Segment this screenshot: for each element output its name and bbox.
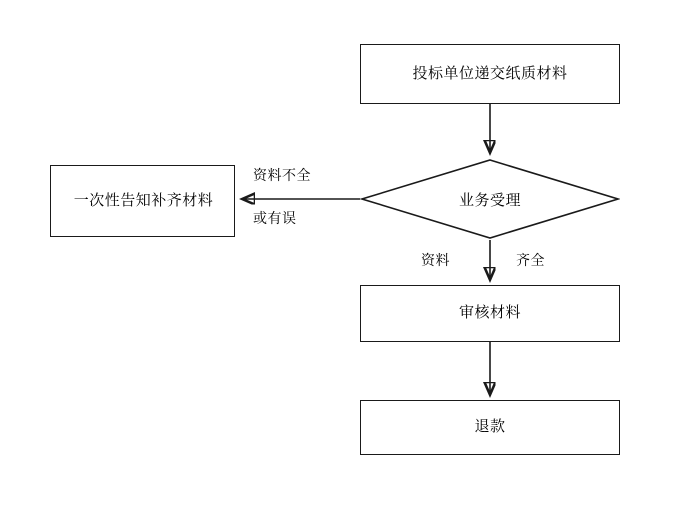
node-submit-paper-materials[interactable] [360, 44, 620, 104]
node-submit-label: 投标单位递交纸质材料 [412, 64, 568, 82]
node-notify-label: 一次性告知补齐材料 [73, 191, 214, 209]
node-review-materials[interactable] [360, 285, 620, 342]
node-refund[interactable] [360, 400, 620, 455]
node-decision-label: 业务受理 [458, 191, 521, 209]
node-one-time-notice[interactable] [50, 165, 235, 237]
node-business-acceptance[interactable] [360, 158, 620, 240]
edge-label-complete-line1: 资料 [421, 252, 450, 268]
edge-label-complete-line2: 齐全 [516, 252, 545, 268]
edge-label-incomplete-line1: 资料不全 [253, 167, 311, 183]
node-refund-label: 退款 [474, 418, 506, 436]
node-review-label: 审核材料 [458, 304, 521, 322]
edge-label-incomplete-line2: 或有误 [253, 210, 297, 226]
